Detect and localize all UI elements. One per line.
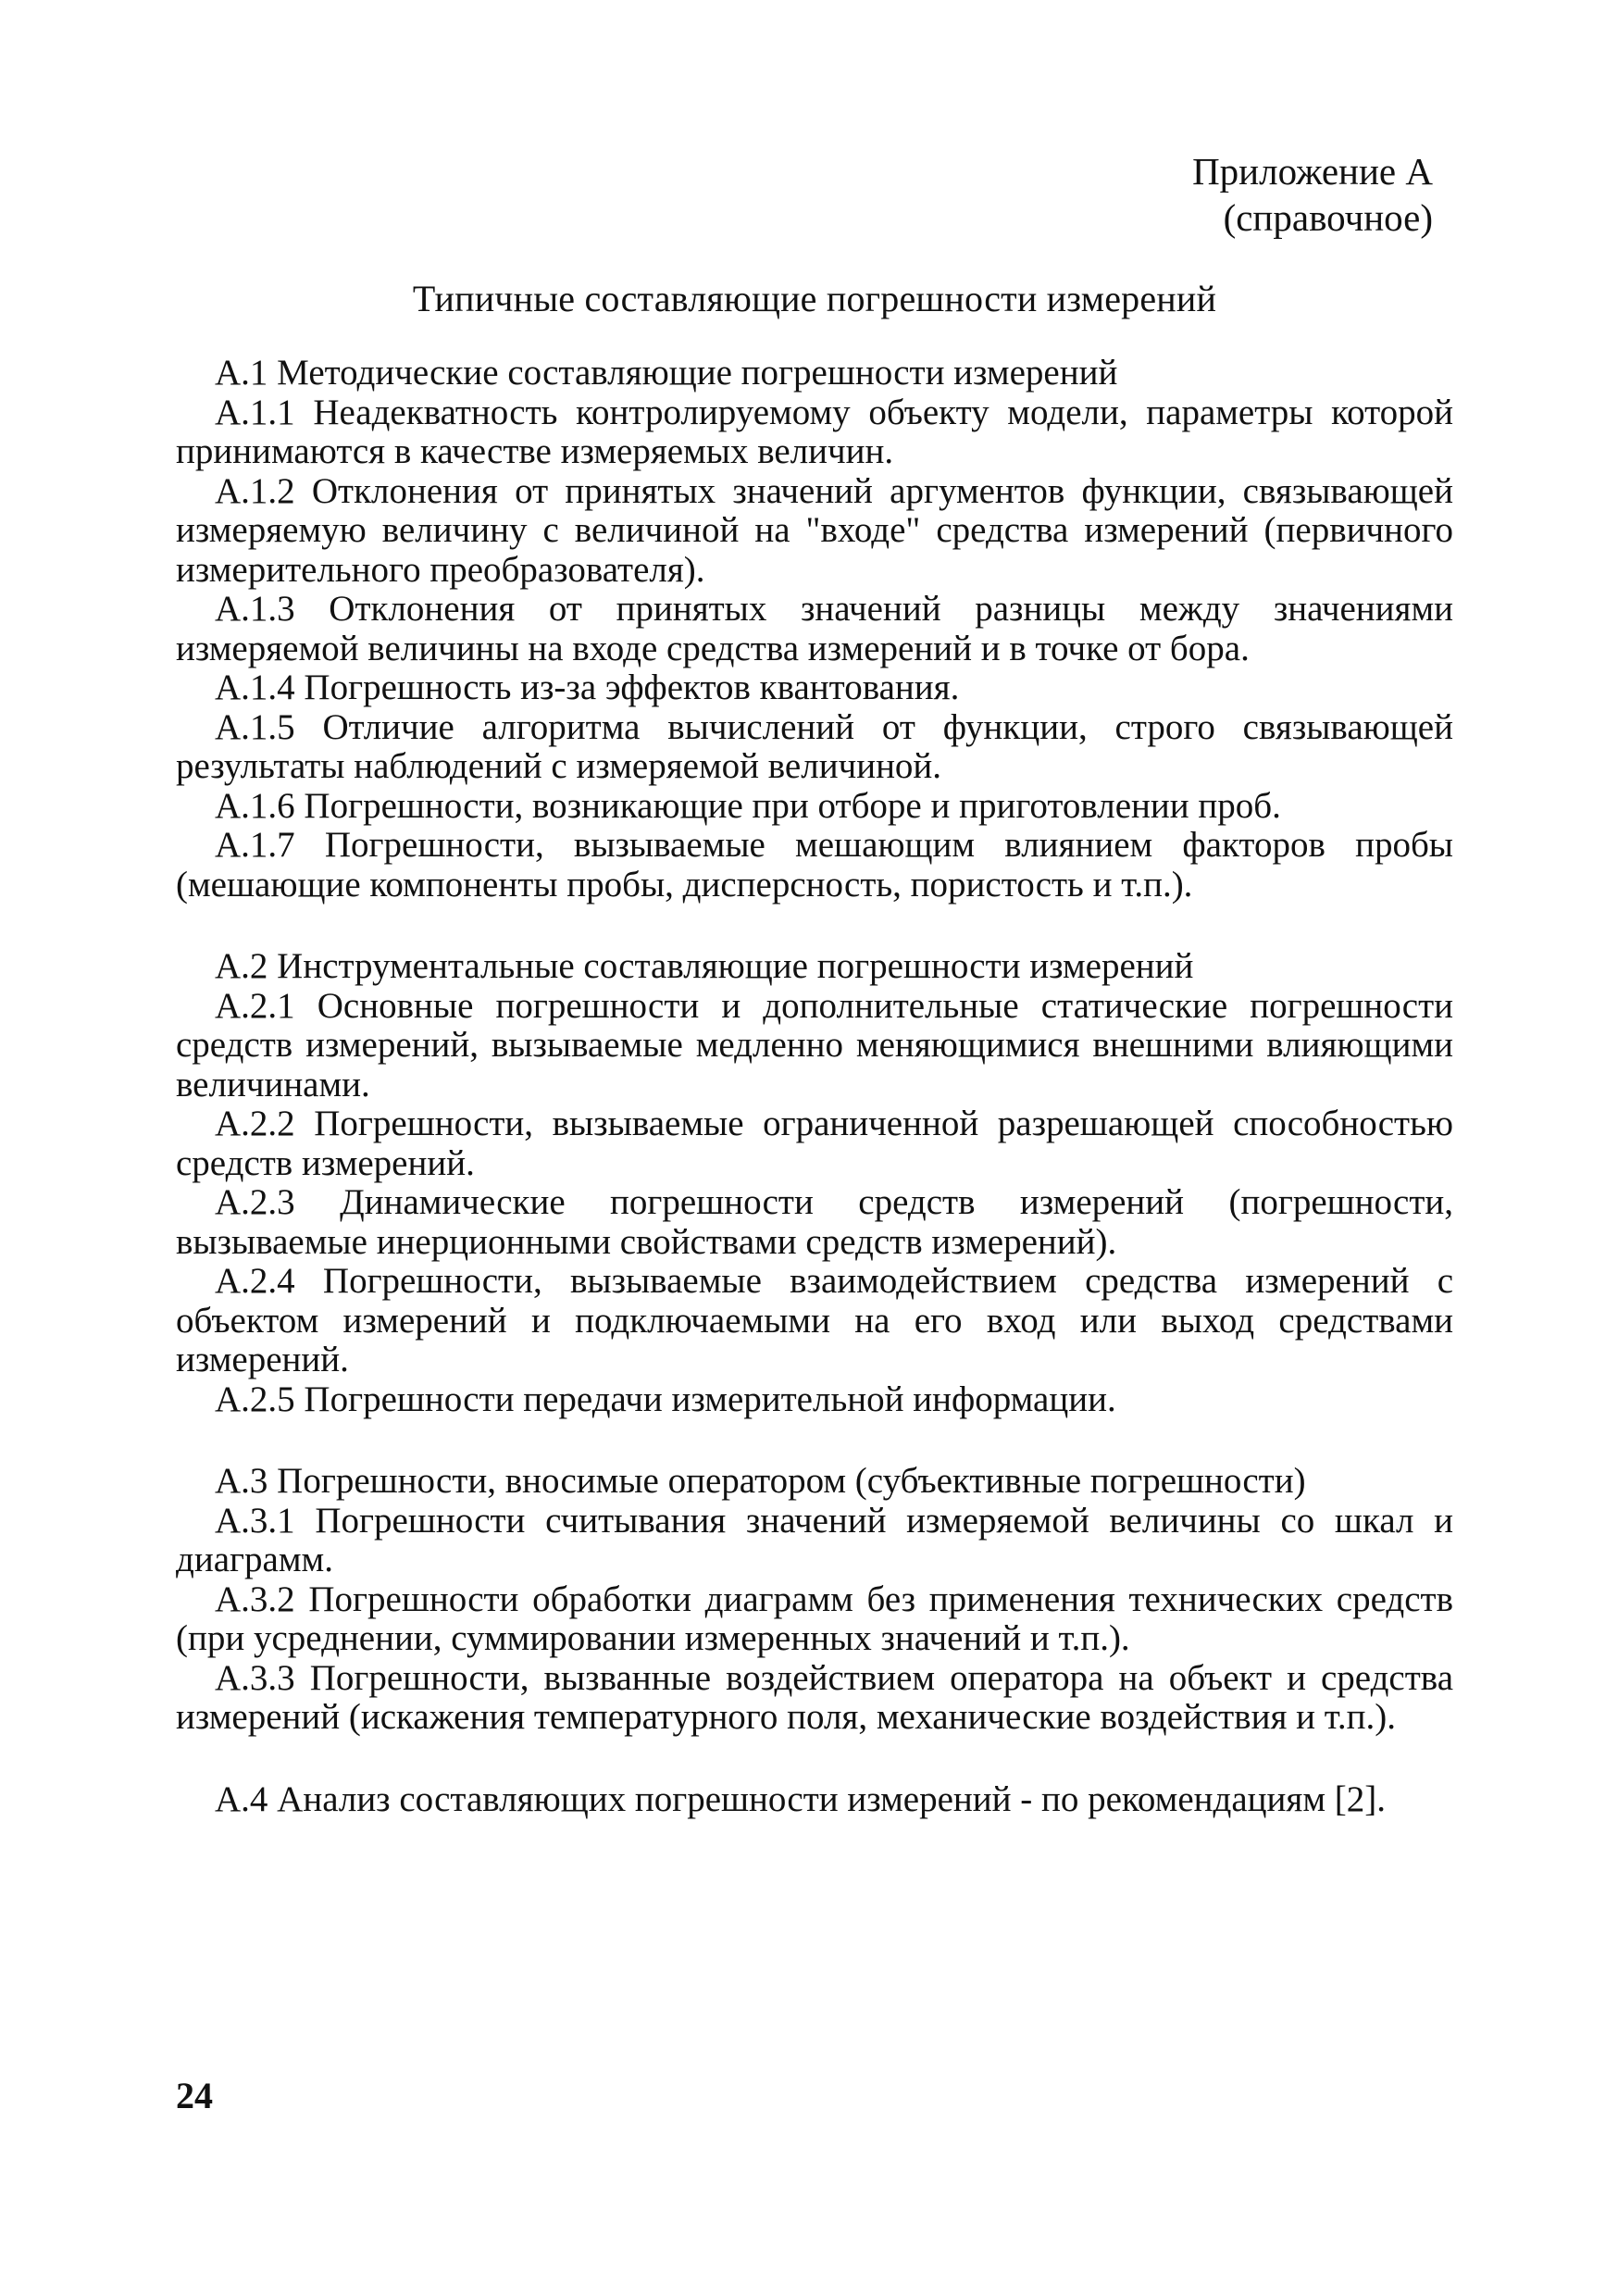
section-a2 [176, 947, 1453, 1419]
section-heading: А.1 Методические составляющие погрешности измерений [215, 353, 1118, 393]
section-item: А.1.1 Неадекватность контролируемому объекту модели, параметры которой принимаются в качестве измеряемых величин. [176, 392, 1453, 471]
section-heading: А.4 Анализ составляющих погрешности измерений - по рекомендациям [2]. [215, 1778, 1387, 1819]
section-item: А.1.5 Отличие алгоритма вычислений от функции, строго связывающей результаты наблюдений с измеряемой величиной. [176, 706, 1453, 786]
document-title: Типичные составляющие погрешности измерений [412, 278, 1217, 319]
section-heading: А.2 Инструментальные составляющие погрешности измерений [215, 946, 1194, 986]
section-item: А.2.4 Погрешности, вызываемые взаимодействием средства измерений с объектом измерений и подключаемыми на его вход или выход средствами измерений. [176, 1261, 1453, 1379]
section-a1 [176, 354, 1453, 905]
section-item: А.2.3 Динамические погрешности средств измерений (погрешности, вызываемые инерционными свойствами средств измерений). [176, 1182, 1453, 1262]
section-item: А.3.2 Погрешности обработки диаграмм без применения технических средств (при усреднении, суммировании измеренных значений и т.п.). [176, 1578, 1453, 1658]
section-item: А.2.2 Погрешности, вызываемые ограниченной разрешающей способностью средств измерений. [176, 1104, 1453, 1183]
section-heading: А.3 Погрешности, вносимые оператором (субъективные погрешности) [215, 1461, 1306, 1501]
page-number: 24 [176, 2075, 213, 2116]
section-item: А.3.3 Погрешности, вызванные воздействием оператора на объект и средства измерений (искажения температурного поля, механические воздействия и т.п.). [176, 1657, 1453, 1737]
appendix-type: (справочное) [1223, 196, 1433, 239]
appendix-label: Приложение А [1192, 150, 1433, 193]
section-item: А.1.2 Отклонения от принятых значений аргументов функции, связывающей измеряемую величину с величиной на "входе" средства измерений (первичного измерительного преобразователя). [176, 470, 1453, 590]
section-item: А.1.4 Погрешность из-за эффектов квантования. [215, 668, 960, 707]
section-a3 [176, 1462, 1453, 1738]
section-item: А.3.1 Погрешности считывания значений измеряемой величины со шкал и диаграмм. [176, 1500, 1453, 1579]
section-item: А.2.1 Основные погрешности и дополнительные статические погрешности средств измерений, вызываемые медленно меняющимися внешними влияющими величинами. [176, 985, 1453, 1104]
section-item: А.1.6 Погрешности, возникающие при отборе и приготовлении проб. [215, 785, 1281, 826]
appendix-header [176, 148, 1433, 241]
section-a4 [176, 1780, 1453, 1820]
section-item: А.1.7 Погрешности, вызываемые мешающим влиянием факторов пробы (мешающие компоненты пробы, дисперсность, пористость и т.п.). [176, 825, 1453, 905]
document-page [176, 148, 1453, 2185]
section-item: А.2.5 Погрешности передачи измерительной информации. [215, 1379, 1116, 1419]
section-item: А.1.3 Отклонения от принятых значений разницы между значениями измеряемой величины на входе средства измерений и в точке от бора. [176, 589, 1453, 668]
